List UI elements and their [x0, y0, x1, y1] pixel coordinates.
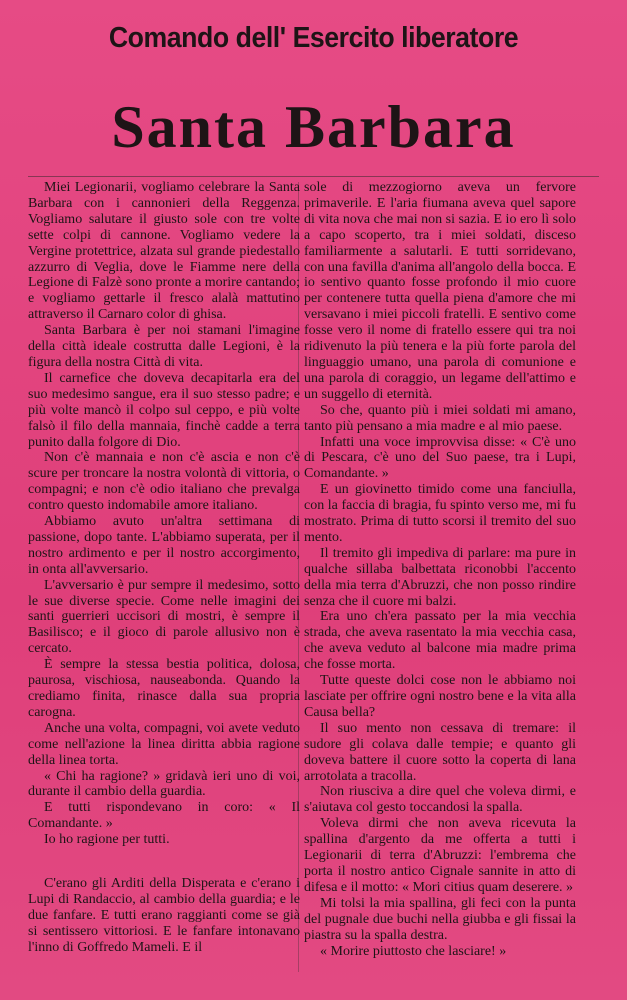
header-command: Comando dell' Esercito liberatore — [108, 22, 519, 54]
paragraph: Infatti una voce improvvisa disse: « C'è uno di Pescara, c'è uno del Suo paese, tra i Lupi, Comandante. » — [304, 434, 576, 482]
paragraph: So che, quanto più i miei soldati mi amano, tanto più pensano a mia madre e al mio paese. — [304, 402, 576, 434]
paragraph: Non riusciva a dire quel che voleva dirmi, e s'aiutava col gesto toccandosi la spalla. — [304, 784, 576, 816]
paragraph: Anche una volta, compagni, voi avete veduto come nell'azione la linea diritta abbia ragione della linea torta. — [28, 720, 300, 768]
paragraph: « Morire piuttosto che lasciare! » — [320, 943, 507, 959]
paragraph: E tutti rispondevano in coro: « Il Comandante. » — [28, 800, 300, 832]
paragraph: Il tremito gli impediva di parlare: ma pure in qualche sillaba balbettata riconobbi l'accento della mia terra d'Abruzzi, che non posso rindire senza che il cuore mi balzi. — [304, 545, 576, 609]
paragraph: Il suo mento non cessava di tremare: il sudore gli colava dalle tempie; e quanto gli doveva battere il cuore sotto la coperta di lana arrotolata a tracolla. — [304, 720, 576, 784]
paragraph: Abbiamo avuto un'altra settimana di passione, dopo tante. L'abbiamo superata, per il nostro ardimento e per il nostro accorgimento, in onta all'avversario. — [28, 514, 300, 577]
paragraph: C'erano gli Arditi della Disperata e c'erano i Lupi di Randaccio, al cambio della guardia; e le due fanfare. E tutti erano raggianti come se già si sentissero vittoriosi. E le fanfare intonavano l'inno di Goffredo Mameli. E il — [28, 876, 300, 955]
paragraph: Il carnefice che doveva decapitarla era del suo medesimo sangue, era il suo stesso padre; e più volte mancò il colpo sul ceppo, e più volte falsò il filo della mannaia, finchè cadde a terra punito dalla folgore di Dio. — [28, 370, 300, 450]
right-column — [304, 180, 576, 959]
paragraph: Tutte queste dolci cose non le abbiamo noi lasciate per offrire ogni nostro bene e la vita alla Causa bella? — [304, 673, 576, 720]
paragraph: Santa Barbara è per noi stamani l'imagine della città ideale costrutta dalle Legioni, è la figura della nostra Città di vita. — [28, 323, 300, 370]
title-rule — [28, 176, 599, 177]
paragraph: È sempre la stessa bestia politica, dolosa, paurosa, vischiosa, nauseabonda. Quando la crediamo finita, rinasce dalla sua propria carogna. — [28, 657, 300, 720]
paragraph: Io ho ragione per tutti. — [44, 832, 170, 848]
paragraph: Voleva dirmi che non aveva ricevuta la spallina d'argento da me offerta a tutti i Legionarii di terra d'Abruzzi: l'embrema che porta il nostro antico Cignale sannite in atto di difesa e il motto: « Mori citius quam deserere. » — [304, 816, 576, 895]
paragraph: E un giovinetto timido come una fanciulla, con la faccia di bragia, fu spinto verso me, mi fu mostrato. Prima di tutto scorsi il tremito del suo mento. — [304, 482, 576, 545]
left-column — [28, 180, 300, 956]
page-title: Santa Barbara — [111, 94, 516, 160]
paragraph: Mi tolsi la mia spallina, gli feci con la punta del pugnale due buchi nella giubba e gli fissai la piastra su la spalla destra. — [304, 895, 576, 943]
paragraph: Non c'è mannaia e non c'è ascia e non c'è scure per troncare la nostra volontà di vittoria, o compagni; e non c'è odio italiano che prevalga contro questo indomabile amore italiano. — [28, 450, 300, 514]
paragraph: L'avversario è pur sempre il medesimo, sotto le sue diverse specie. Come nelle imagini dei santi guerrieri uccisori di mostri, è sempre il Basilisco; e il gioco di parole allusivo non è cercato. — [28, 577, 300, 657]
paragraph: sole di mezzogiorno aveva un fervore primaverile. E l'aria fiumana aveva quel sapore di vita nova che mai non si sazia. E io ero lì solo a capo scoperto, tra i miei soldati, disceso familiarmente a salutarli. E tutti sorridevano, con una favilla d'anima all'angolo della bocca. E io sentivo quanto fosse profondo il mio cuore per contenere tutta quella piena d'amore che mi versavano i miei piccoli fratelli. E sentivo come fosse vero il nome di fratello essere qui tra noi ridivenuto la più tenera e la più forte parola del linguaggio umano, una parola di comunione e una parola di coraggio, un legame dell'attimo e un suggello di eternità. — [304, 180, 576, 402]
spacer — [28, 848, 300, 876]
paragraph: Miei Legionarii, vogliamo celebrare la Santa Barbara con i cannonieri della Reggenza. Vogliamo salutare il giusto sole con tre volte sette colpi di cannone. Vogliamo vedere la Vergine protettrice, alzata sul grande piedestallo azzurro di Veglia, dove le Fiamme nere della Legione di Falzè sono pronte a morire cantando; e vogliamo gettarle il fresco alalà mattutino attraverso il Carnaro color di ghisa. — [28, 180, 300, 323]
paragraph: « Chi ha ragione? » gridavà ieri uno di voi, durante il cambio della guardia. — [28, 768, 300, 800]
paragraph: Era uno ch'era passato per la mia vecchia strada, che aveva rasentato la mia vecchia casa, che aveva veduto al balcone mia madre prima che fosse morta. — [304, 609, 576, 673]
